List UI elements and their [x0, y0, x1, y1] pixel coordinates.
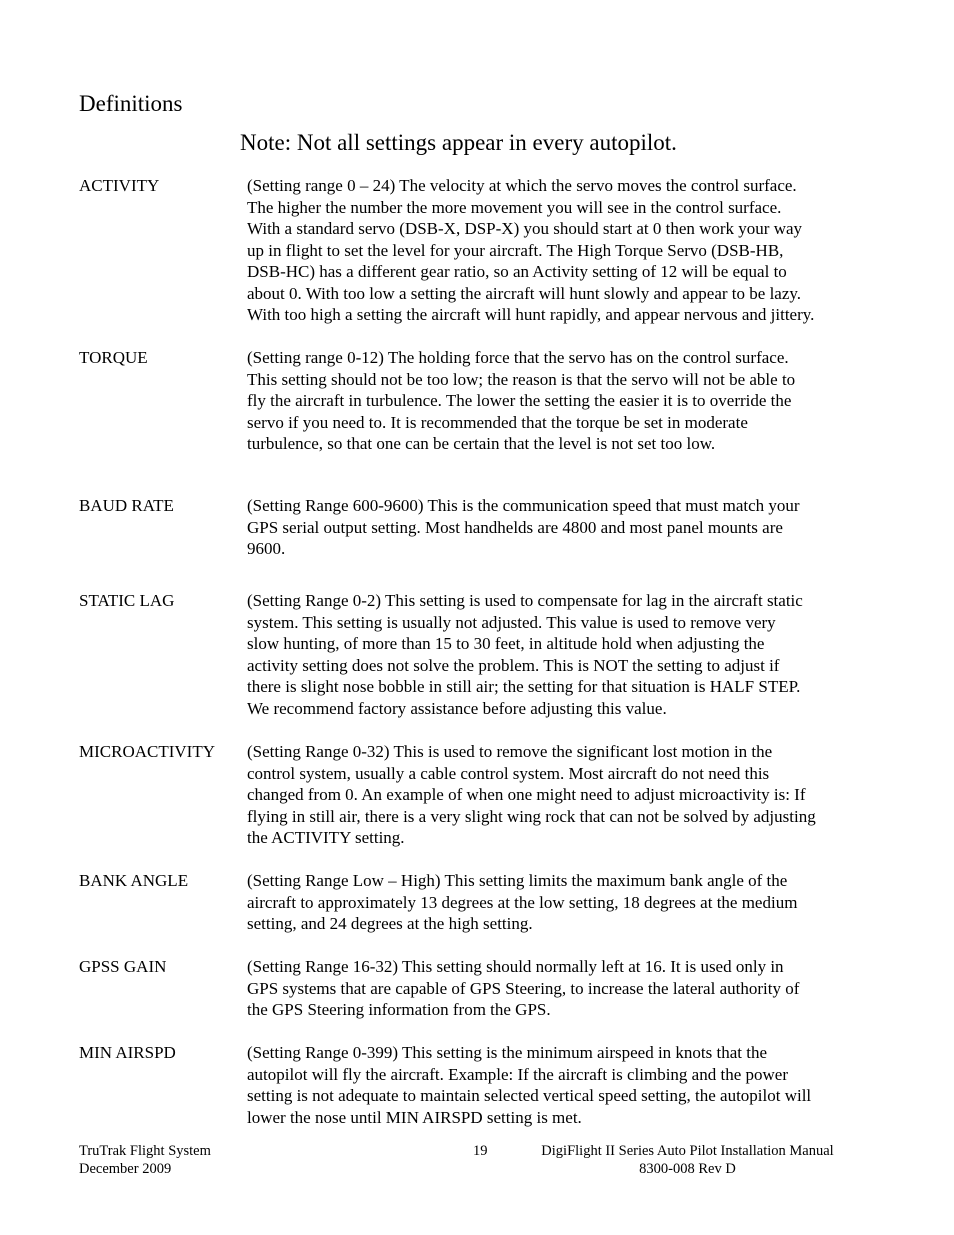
definition-line: slow hunting, of more than 15 to 30 feet, in altitude hold when adjusting the [247, 634, 765, 653]
definition-line: there is slight nose bobble in still air; the setting for that situation is HALF STEP. [247, 677, 801, 696]
footer-right [520, 1142, 855, 1178]
definition-term: ACTIVITY [79, 176, 160, 195]
definition-line: aircraft to approximately 13 degrees at the low setting, 18 degrees at the medium [247, 892, 798, 912]
definition-line: turbulence, so that one can be certain that the level is not set too low. [247, 434, 716, 453]
definition-line: autopilot will fly the aircraft. Example: If the aircraft is climbing and the power [247, 1064, 788, 1084]
definition-line: With too high a setting the aircraft will hunt rapidly, and appear nervous and jittery. [247, 305, 815, 324]
definition-term: TORQUE [79, 348, 148, 367]
definition-body [247, 347, 877, 455]
definition-line: With a standard servo (DSB-X, DSP-X) you should start at 0 then work your way [247, 219, 803, 238]
definition-body [247, 870, 877, 935]
footer-company: TruTrak Flight System [79, 1143, 211, 1159]
definition-line: control system, usually a cable control system. Most aircraft do not need this [247, 763, 770, 783]
definition-line: activity setting does not solve the problem. This is NOT the setting to adjust if [247, 655, 780, 675]
definition-line: (Setting Range 600-9600) This is the communication speed that must match your [247, 496, 800, 515]
definition-line: the GPS Steering information from the GPS. [247, 1000, 551, 1019]
definition-body [247, 175, 877, 326]
definition-line: flying in still air, there is a very slight wing rock that can not be solved by adjusting [247, 806, 816, 826]
definition-line: GPS systems that are capable of GPS Steering, to increase the lateral authority of [247, 978, 800, 998]
definition-line: lower the nose until MIN AIRSPD setting is met. [247, 1107, 582, 1127]
definition-line: servo if you need to. It is recommended that the torque be set in moderate [247, 412, 748, 432]
definition-line: DSB-HC) has a different gear ratio, so an Activity setting of 12 will be equal to [247, 262, 787, 281]
page-heading: Definitions [79, 91, 183, 116]
definition-term: MICROACTIVITY [79, 742, 215, 761]
definition-line: setting, and 24 degrees at the high setting. [247, 914, 533, 933]
definition-line: (Setting Range 0-2) This setting is used to compensate for lag in the aircraft static [247, 591, 803, 610]
definition-body [247, 495, 877, 560]
definition-line: We recommend factory assistance before adjusting this value. [247, 698, 667, 718]
definition-term: BAUD RATE [79, 496, 174, 515]
definition-line: changed from 0. An example of when one might need to adjust microactivity is: If [247, 785, 806, 804]
definition-term: BANK ANGLE [79, 871, 189, 890]
footer-manual-title: DigiFlight II Series Auto Pilot Installation Manual [541, 1143, 834, 1159]
definition-term: GPSS GAIN [79, 957, 167, 976]
page-note: Note: Not all settings appear in every autopilot. [240, 130, 677, 155]
definition-line: fly the aircraft in turbulence. The lower the setting the easier it is to override the [247, 391, 792, 410]
definition-line: (Setting Range 16-32) This setting should normally left at 16. It is used only in [247, 957, 784, 976]
definition-line: 9600. [247, 539, 286, 558]
definition-body [247, 1042, 877, 1128]
definition-line: about 0. With too low a setting the aircraft will hunt slowly and appear to be lazy. [247, 283, 802, 303]
footer-page-number: 19 [473, 1143, 488, 1159]
definition-body [247, 590, 877, 719]
definition-term: MIN AIRSPD [79, 1043, 176, 1062]
footer-left [79, 1142, 211, 1178]
definition-line: (Setting range 0-12) The holding force that the servo has on the control surface. [247, 348, 789, 367]
definition-line: (Setting Range 0-32) This is used to remove the significant lost motion in the [247, 742, 773, 761]
definition-line: The higher the number the more movement you will see in the control surface. [247, 197, 782, 217]
footer-doc-number: 8300-008 Rev D [639, 1161, 736, 1177]
definition-line: (Setting Range Low – High) This setting limits the maximum bank angle of the [247, 871, 788, 890]
definition-line: setting is not adequate to maintain selected vertical speed setting, the autopilot will [247, 1086, 812, 1105]
definition-term: STATIC LAG [79, 591, 175, 610]
definition-body [247, 956, 877, 1021]
definition-line: (Setting range 0 – 24) The velocity at which the servo moves the control surface. [247, 176, 797, 195]
definition-line: system. This setting is usually not adjusted. This value is used to remove very [247, 612, 776, 632]
definition-line: (Setting Range 0-399) This setting is the minimum airspeed in knots that the [247, 1043, 768, 1062]
definition-line: GPS serial output setting. Most handhelds are 4800 and most panel mounts are [247, 517, 783, 537]
definition-body [247, 741, 877, 849]
definition-line: the ACTIVITY setting. [247, 828, 405, 847]
footer-date: December 2009 [79, 1161, 172, 1177]
definition-line: up in flight to set the level for your aircraft. The High Torque Servo (DSB-HB, [247, 240, 784, 260]
definition-line: This setting should not be too low; the reason is that the servo will not be able to [247, 369, 796, 389]
